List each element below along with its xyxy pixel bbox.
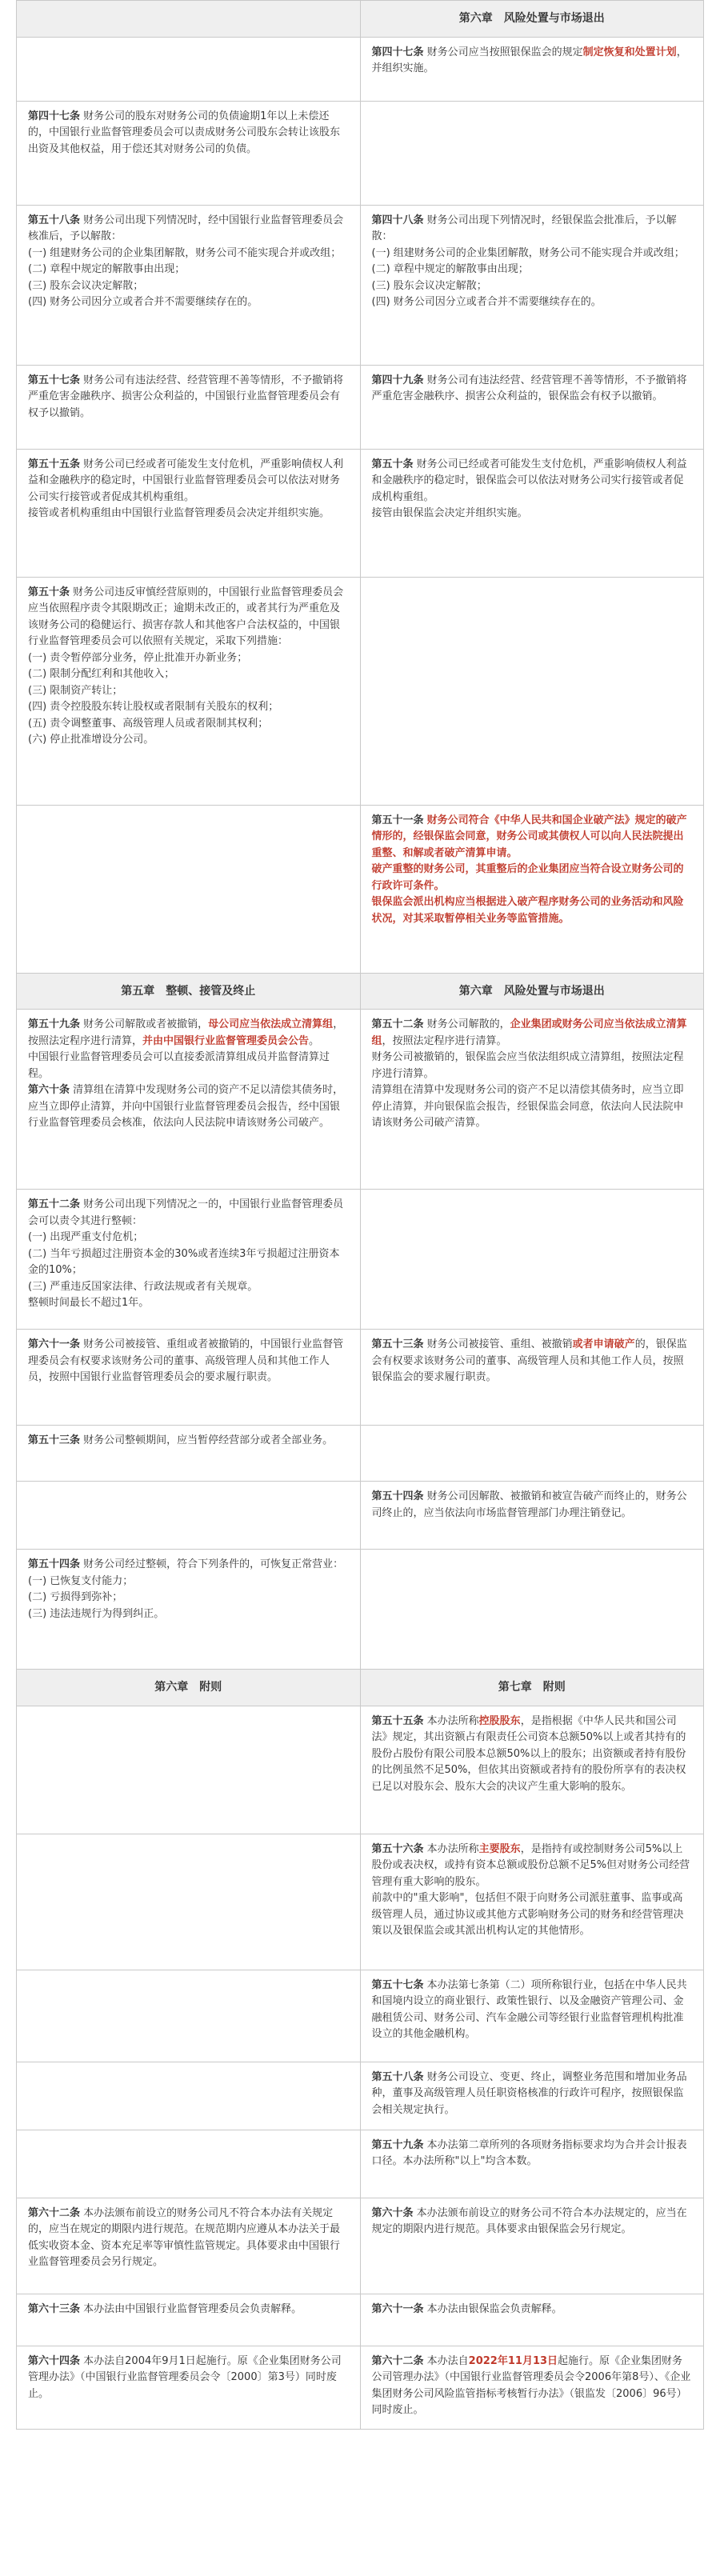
chapter-header-r: 第六章 风险处置与市场退出 [360, 1, 704, 38]
article-number: 第五十七条 [371, 1978, 424, 1991]
old-article-cell [17, 449, 361, 577]
article-text: 接管由银保监会决定并组织实施。 [371, 507, 528, 519]
article-text: (三) 限制资产转让； [28, 684, 123, 697]
article-text: 财务公司被接管、重组、被撤销 [426, 1338, 573, 1350]
article-text: 财务公司因解散、被撤销和被宣告破产而终止的，财务公司终止的，应当依法向市场监督管理部门办理注销登记。 [371, 1490, 687, 1519]
article-text: ，按照法定程序进行清算。 [382, 1034, 507, 1047]
comparison-row [17, 1, 704, 38]
comparison-row [17, 449, 704, 577]
article-text: (四) 财务公司因分立或者合并不需要继续存在的。 [28, 296, 258, 308]
old-article-cell [17, 365, 361, 449]
article-text: 。 [309, 1034, 320, 1047]
chapter-header-r: 第七章 附则 [360, 1670, 704, 1706]
article-number: 第四十七条 [371, 46, 424, 58]
old-article-cell [17, 205, 361, 365]
article-number: 第五十九条 [28, 1018, 81, 1030]
article-text: 财务公司被撤销的，银保监会应当依法组织成立清算组，按照法定程序进行清算。 [371, 1051, 684, 1080]
old-article-cell [17, 101, 361, 205]
old-article-cell [17, 37, 361, 101]
new-article-cell [360, 1706, 704, 1834]
highlighted-change: 财务公司符合《中华人民共和国企业破产法》规定的破产情形的，经银保监会同意，财务公司或其债权人可以向人民法院提出重整、和解或者破产清算申请。 [371, 814, 687, 859]
article-text: (一) 责令暂停部分业务，停止批准开办新业务； [28, 651, 248, 664]
comparison-row [17, 1706, 704, 1834]
article-number: 第四十九条 [371, 374, 424, 386]
old-article-cell [17, 1706, 361, 1834]
article-number: 第五十条 [371, 458, 414, 470]
article-number: 第五十七条 [28, 374, 81, 386]
article-number: 第五十八条 [28, 214, 81, 226]
article-text: 本办法所称 [426, 1714, 479, 1727]
article-text: 本办法颁布前设立的财务公司不符合本办法规定的，应当在规定的期限内进行规范。具体要求由银保监会另行规定。 [371, 2206, 687, 2235]
article-text: (三) 股东会议决定解散； [28, 279, 144, 292]
old-article-cell [17, 1834, 361, 1970]
article-text: (二) 章程中规定的解散事由出现； [371, 263, 529, 275]
comparison-row [17, 805, 704, 973]
new-article-cell [360, 1970, 704, 2062]
article-text: (一) 组建财务公司的企业集团解散，财务公司不能实现合并或改组； [371, 246, 685, 259]
chapter-header-r: 第六章 风险处置与市场退出 [360, 973, 704, 1010]
highlighted-change: 并由中国银行业监督管理委员会公告 [142, 1034, 310, 1047]
article-text: (二) 当年亏损超过注册资本金的30%或者连续3年亏损超过注册资本金的10%； [28, 1247, 340, 1276]
old-article-cell [17, 1482, 361, 1550]
article-text: 财务公司有违法经营、经营管理不善等情形，不予撤销将严重危害金融秩序、损害公众利益的，中国银行业监督管理委员会有权予以撤销。 [28, 374, 344, 419]
article-text: 接管或者机构重组由中国银行业监督管理委员会决定并组织实施。 [28, 507, 330, 519]
chapter-header-l: 第六章 附则 [17, 1670, 361, 1706]
article-text: 的，银保监会有权要求该财务公司的董事、高级管理人员和其他工作人员，按照银保监会的要求履行职责。 [371, 1338, 687, 1383]
new-article-cell [360, 205, 704, 365]
article-number: 第四十八条 [371, 214, 424, 226]
article-number: 第六十条 [28, 1084, 70, 1096]
article-number: 第六十二条 [371, 2354, 424, 2367]
article-text: 清算组在清算中发现财务公司的资产不足以清偿其债务时，应当立即停止清算，并向中国银行业监督管理委员会报告，经中国银行业监督管理委员会核准，依法向人民法院申请该财务公司破产。 [28, 1084, 344, 1129]
article-number: 第五十八条 [371, 2070, 424, 2083]
comparison-row [17, 1670, 704, 1706]
new-article-cell [360, 101, 704, 205]
article-text: 财务公司出现下列情况时，经银保监会批准后，予以解散： [371, 214, 677, 242]
comparison-row [17, 2130, 704, 2198]
article-text: 本办法第二章所列的各项财务指标要求均为合并会计报表口径。本办法所称"以上"均含本数。 [371, 2138, 687, 2167]
article-text: (三) 违法违规行为得到纠正。 [28, 1607, 165, 1620]
article-number: 第五十二条 [28, 1198, 81, 1210]
article-text: 本办法自2004年9月1日起施行。原《企业集团财务公司管理办法》（中国银行业监督管理委员会令〔2000〕第3号）同时废止。 [28, 2354, 342, 2400]
article-text: (三) 严重违反国家法律、行政法规或者有关规章。 [28, 1280, 258, 1293]
article-number: 第五十四条 [371, 1490, 424, 1502]
highlighted-change: 企业集团或财务公司应当依法成立清算组 [371, 1018, 687, 1047]
article-text: 本办法第七条第（二）项所称银行业，包括在中华人民共和国境内设立的商业银行、政策性银行、以及金融资产管理公司、金融租赁公司、财务公司、汽车金融公司等经银行业监督管理机构批准设立的其他金融机构。 [371, 1978, 687, 2040]
comparison-row [17, 1550, 704, 1670]
old-article-cell [17, 805, 361, 973]
article-text: 本办法所称 [426, 1842, 479, 1855]
article-text: 本办法由中国银行业监督管理委员会负责解释。 [83, 2302, 302, 2315]
highlighted-change: 主要股东 [478, 1842, 521, 1855]
old-article-cell [17, 1330, 361, 1426]
article-number: 第五十九条 [371, 2138, 424, 2151]
article-number: 第五十四条 [28, 1558, 81, 1570]
comparison-row [17, 1010, 704, 1190]
article-number: 第六十一条 [371, 2302, 424, 2315]
new-article-cell [360, 365, 704, 449]
new-article-cell [360, 2294, 704, 2346]
article-text: 整顿时间最长不超过1年。 [28, 1297, 150, 1309]
new-article-cell [360, 1482, 704, 1550]
article-text: (五) 责令调整董事、高级管理人员或者限制其权利； [28, 717, 269, 730]
article-text: 财务公司解散的， [426, 1018, 510, 1030]
article-text: ，按照法定程序进行清算， [28, 1018, 344, 1047]
comparison-row [17, 2062, 704, 2130]
article-text: (一) 组建财务公司的企业集团解散，财务公司不能实现合并或改组； [28, 246, 342, 259]
article-number: 第四十七条 [28, 110, 81, 122]
comparison-row [17, 1426, 704, 1482]
comparison-row [17, 1834, 704, 1970]
article-text: 财务公司违反审慎经营原则的，中国银行业监督管理委员会应当依照程序责令其限期改正；逾期未改正的，或者其行为严重危及该财务公司的稳健运行、损害存款人和其他客户合法权益的，中国银行业监督管理委员会可以依照有关规定，采取下列措施： [28, 586, 344, 647]
comparison-row [17, 101, 704, 205]
article-text: 财务公司出现下列情况之一的，中国银行业监督管理委员会可以责令其进行整顿： [28, 1198, 344, 1227]
article-text: 财务公司已经或者可能发生支付危机，严重影响债权人利益和金融秩序的稳定时，银保监会可以依法对财务公司实行接管或者促成机构重组。 [371, 458, 687, 503]
article-number: 第六十四条 [28, 2354, 81, 2367]
highlighted-change: 或者申请破产 [572, 1338, 635, 1350]
article-text: (四) 财务公司因分立或者合并不需要继续存在的。 [371, 296, 602, 308]
article-number: 第六十条 [371, 2206, 414, 2219]
new-article-cell [360, 2062, 704, 2130]
comparison-row [17, 1970, 704, 2062]
article-text: 财务公司应当按照银保监会的规定 [426, 46, 583, 58]
article-text: 中国银行业监督管理委员会可以直接委派清算组成员并监督清算过程。 [28, 1051, 330, 1080]
article-text: 财务公司的股东对财务公司的负债逾期1年以上未偿还的，中国银行业监督管理委员会可以责成财务公司股东会转让该股东出资及其他权益，用于偿还其对财务公司的负债。 [28, 110, 341, 155]
article-text: 本办法自 [426, 2354, 469, 2367]
comparison-row [17, 365, 704, 449]
article-number: 第六十二条 [28, 2206, 81, 2219]
article-text: 财务公司有违法经营、经营管理不善等情形，不予撤销将严重危害金融秩序、损害公众利益的，银保监会有权予以撤销。 [371, 374, 687, 402]
comparison-row [17, 2294, 704, 2346]
comparison-table [16, 0, 704, 2430]
new-article-cell [360, 1834, 704, 1970]
article-text: 清算组在清算中发现财务公司的资产不足以清偿其债务时，应当立即停止清算，并向银保监会报告，经银保监会同意，依法向人民法院申请该财务公司破产清算。 [371, 1084, 684, 1129]
new-article-cell [360, 1190, 704, 1330]
article-number: 第五十一条 [371, 814, 424, 826]
article-number: 第五十三条 [371, 1338, 424, 1350]
article-number: 第五十五条 [28, 458, 81, 470]
highlighted-change: 母公司应当依法成立清算组 [208, 1018, 334, 1030]
article-number: 第六十一条 [28, 1338, 81, 1350]
article-text: (一) 已恢复支付能力； [28, 1574, 134, 1587]
article-text: 本办法由银保监会负责解释。 [426, 2302, 562, 2315]
old-article-cell [17, 1010, 361, 1190]
comparison-row [17, 973, 704, 1010]
article-number: 第五十三条 [28, 1434, 81, 1446]
new-article-cell [360, 805, 704, 973]
article-text: 财务公司已经或者可能发生支付危机，严重影响债权人利益和金融秩序的稳定时，中国银行业监督管理委员会可以依法对财务公司实行接管或者促成其机构重组。 [28, 458, 344, 503]
comparison-row [17, 2198, 704, 2294]
highlighted-change: 破产重整的财务公司，其重整后的企业集团应当符合设立财务公司的行政许可条件。 [371, 863, 684, 892]
article-number: 第六十三条 [28, 2302, 81, 2315]
comparison-row [17, 205, 704, 365]
old-article-cell [17, 1550, 361, 1670]
new-article-cell [360, 577, 704, 805]
article-text: 起施行。原《企业集团财务公司管理办法》（中国银行业监督管理委员会令2006年第8号）、《企业集团财务公司风险监管指标考核暂行办法》（银监发〔2006〕96号）同时废止。 [371, 2354, 691, 2416]
new-article-cell [360, 1010, 704, 1190]
old-article-cell [17, 2062, 361, 2130]
new-article-cell [360, 1426, 704, 1482]
article-text: 财务公司整顿期间，应当暂停经营部分或者全部业务。 [83, 1434, 334, 1446]
new-article-cell [360, 2346, 704, 2429]
comparison-row [17, 2346, 704, 2429]
article-text: 本办法颁布前设立的财务公司凡不符合本办法有关规定的，应当在规定的期限内进行规范。在规范期内应遵从本办法关于最低实收资本金、资本充足率等审慎性监管规定。具体要求由中国银行业监督管理委员会另行规定。 [28, 2206, 341, 2268]
highlighted-change: 制定恢复和处置计划 [582, 46, 677, 58]
article-text: (二) 亏损得到弥补； [28, 1591, 123, 1603]
article-number: 第五十二条 [371, 1018, 424, 1030]
comparison-row [17, 577, 704, 805]
comparison-row [17, 37, 704, 101]
new-article-cell [360, 1330, 704, 1426]
old-article-cell [17, 2346, 361, 2429]
comparison-row [17, 1482, 704, 1550]
article-text: ，并组织实施。 [371, 46, 687, 74]
old-article-cell [17, 1426, 361, 1482]
article-number: 第五十条 [28, 586, 70, 598]
article-text: (六) 停止批准增设分公司。 [28, 734, 154, 746]
old-article-cell [17, 2294, 361, 2346]
article-text: 财务公司出现下列情况时，经中国银行业监督管理委员会核准后，予以解散： [28, 214, 344, 242]
comparison-row [17, 1330, 704, 1426]
old-article-cell [17, 1190, 361, 1330]
article-text: 财务公司设立、变更、终止，调整业务范围和增加业务品种，董事及高级管理人员任职资格核准的行政许可程序，按照银保监会相关规定执行。 [371, 2070, 687, 2116]
old-article-cell [17, 1970, 361, 2062]
article-text: 前款中的"重大影响"，包括但不限于向财务公司派驻董事、监事或高级管理人员，通过协议或其他方式影响财务公司的财务和经营管理决策以及银保监会或其派出机构认定的其他情形。 [371, 1892, 684, 1937]
new-article-cell [360, 2198, 704, 2294]
highlighted-change: 控股股东 [478, 1714, 521, 1727]
article-text: ，是指根据《中华人民共和国公司法》规定，其出资额占有限责任公司资本总额50%以上或者其持有的股份占股份有限公司股本总额50%以上的股东；出资额或者持有股份的比例虽然不足50%，但依其出资额或者持有的股份所享有的表决权已足以对股东会、股东大会的决议产生重大影响的股东。 [371, 1714, 686, 1793]
article-text: 财务公司经过整顿，符合下列条件的，可恢复正常营业： [83, 1558, 344, 1570]
chapter-header-l [17, 1, 361, 38]
comparison-row [17, 1190, 704, 1330]
highlighted-change: 银保监会派出机构应当根据进入破产程序财务公司的业务活动和风险状况，对其采取暂停相关业务等监管措施。 [371, 896, 684, 925]
new-article-cell [360, 449, 704, 577]
new-article-cell [360, 1550, 704, 1670]
old-article-cell [17, 577, 361, 805]
article-number: 第五十六条 [371, 1842, 424, 1855]
article-number: 第五十五条 [371, 1714, 424, 1727]
article-text: (二) 限制分配红利和其他收入； [28, 668, 175, 680]
article-text: ，是指持有或控制财务公司5%以上股份或表决权，或持有资本总额或股份总额不足5%但对财务公司经营管理有重大影响的股东。 [371, 1842, 690, 1888]
article-text: 财务公司被接管、重组或者被撤销的，中国银行业监督管理委员会有权要求该财务公司的董事、高级管理人员和其他工作人员，按照中国银行业监督管理委员会的要求履行职责。 [28, 1338, 344, 1383]
comparison-table-body [17, 1, 704, 2430]
new-article-cell [360, 37, 704, 101]
chapter-header-l: 第五章 整顿、接管及终止 [17, 973, 361, 1010]
old-article-cell [17, 2198, 361, 2294]
old-article-cell [17, 2130, 361, 2198]
article-text: (三) 股东会议决定解散； [371, 279, 487, 292]
article-text: 财务公司解散或者被撤销， [83, 1018, 209, 1030]
article-text: (一) 出现严重支付危机； [28, 1231, 144, 1243]
article-text: (二) 章程中规定的解散事由出现； [28, 263, 186, 275]
new-article-cell [360, 2130, 704, 2198]
article-text: (四) 责令控股股东转让股权或者限制有关股东的权利； [28, 701, 279, 713]
highlighted-change: 2022年11月13日 [468, 2354, 558, 2367]
